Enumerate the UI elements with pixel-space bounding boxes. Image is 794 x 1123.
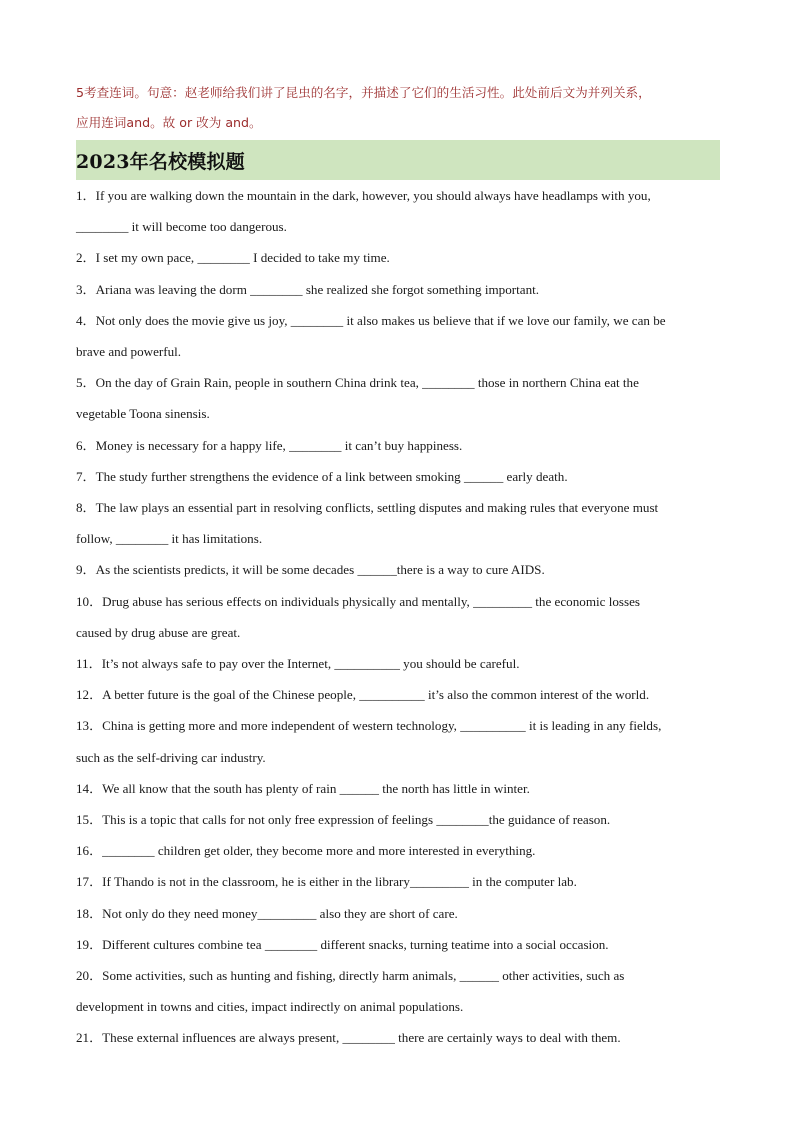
- question-line: 21．These external influences are always present, ________ there are certainly ways to deal with them.: [76, 1030, 621, 1046]
- question-line: 17．If Thando is not in the classroom, he is either in the library_________ in the computer lab.: [76, 874, 577, 890]
- question-line: 1．If you are walking down the mountain in the dark, however, you should always have headlamps with you,: [76, 188, 651, 203]
- question-line: 11．It’s not always safe to pay over the Internet, __________ you should be careful.: [76, 656, 520, 672]
- question-list: [76, 180, 720, 1054]
- question-line-continued: ________ it will become too dangerous.: [76, 219, 287, 235]
- question-line: 10．Drug abuse has serious effects on individuals physically and mentally, _________ the economic losses: [76, 593, 641, 609]
- answer-note-line-2: 应用连词and。故 or 改为 and。: [76, 115, 262, 130]
- question-line: 20．Some activities, such as hunting and fishing, directly harm animals, ______ other activities, such as: [76, 968, 625, 984]
- question-line-continued: vegetable Toona sinensis.: [76, 406, 210, 422]
- question-line-continued: brave and powerful.: [76, 344, 182, 360]
- question-line: 3．Ariana was leaving the dorm ________ she realized she forgot something important.: [76, 281, 540, 297]
- question-line: 12．A better future is the goal of the Chinese people, __________ it’s also the common interest of the world.: [76, 687, 650, 703]
- question-line: 14．We all know that the south has plenty of rain ______ the north has little in winter.: [76, 780, 530, 796]
- question-line-continued: development in towns and cities, impact indirectly on animal populations.: [76, 999, 464, 1015]
- document-page: [76, 78, 720, 1054]
- question-line: 13．China is getting more and more independent of western technology, __________ it is leading in any fields,: [76, 718, 662, 734]
- question-line: 6．Money is necessary for a happy life, ________ it can’t buy happiness.: [76, 437, 463, 453]
- question-line-continued: caused by drug abuse are great.: [76, 624, 241, 640]
- question-line: 4．Not only does the movie give us joy, ________ it also makes us believe that if we love our family, we can be: [76, 312, 666, 328]
- section-header: [76, 140, 720, 180]
- section-title: 2023年名校模拟题: [76, 150, 245, 173]
- question-line: 18．Not only do they need money_________ also they are short of care.: [76, 905, 458, 921]
- answer-note-line-1: 5考查连词。句意：赵老师给我们讲了昆虫的名字，并描述了它们的生活习性。此处前后文为并列关系，: [76, 85, 651, 100]
- question-line: 9．As the scientists predicts, it will be some decades ______there is a way to cure AIDS.: [76, 562, 545, 578]
- question-line: 2．I set my own pace, ________ I decided to take my time.: [76, 250, 390, 266]
- question-line: 8．The law plays an essential part in resolving conflicts, settling disputes and making rules that everyone must: [76, 500, 659, 516]
- question-line-continued: such as the self-driving car industry.: [76, 749, 266, 765]
- question-line: 16．________ children get older, they become more and more interested in everything.: [76, 843, 536, 859]
- question-line-continued: follow, ________ it has limitations.: [76, 531, 263, 547]
- question-line: 19．Different cultures combine tea ________ different snacks, turning teatime into a social occasion.: [76, 936, 609, 952]
- question-line: 15．This is a topic that calls for not only free expression of feelings ________the guidance of reason.: [76, 812, 611, 828]
- question-line: 7．The study further strengthens the evidence of a link between smoking ______ early death.: [76, 468, 568, 484]
- question-line: 5．On the day of Grain Rain, people in southern China drink tea, ________ those in northern China eat the: [76, 375, 639, 391]
